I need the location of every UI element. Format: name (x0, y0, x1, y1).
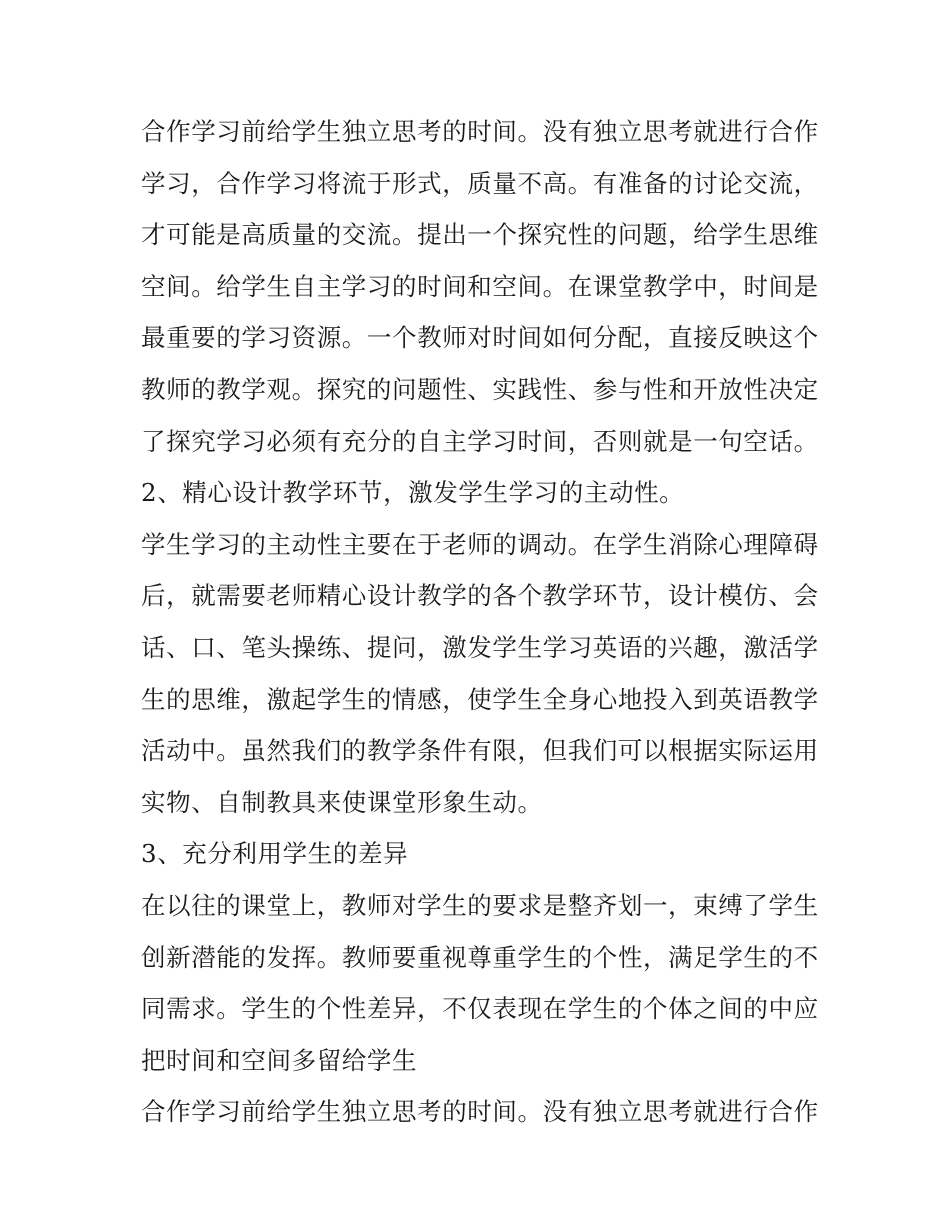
text-line: 后，就需要老师精心设计教学的各个教学环节，设计模仿、会 (141, 581, 819, 611)
text-line: 学习，合作学习将流于形式，质量不高。有准备的讨论交流， (141, 168, 819, 198)
text-line: 最重要的学习资源。一个教师对时间如何分配，直接反映这个 (141, 323, 819, 353)
text-line: 教师的教学观。探究的问题性、实践性、参与性和开放性决定 (141, 374, 819, 404)
text-line: 学生学习的主动性主要在于老师的调动。在学生消除心理障碍 (141, 529, 819, 559)
text-line: 空间。给学生自主学习的时间和空间。在课堂教学中，时间是 (141, 271, 819, 301)
text-line: 生的思维，激起学生的情感，使学生全身心地投入到英语教学 (141, 684, 819, 714)
text-line: 在以往的课堂上，教师对学生的要求是整齐划一，束缚了学生 (141, 890, 819, 920)
document-body (141, 106, 831, 1138)
section-heading: 2、精心设计教学环节，激发学生学习的主动性。 (141, 478, 685, 508)
text-line: 合作学习前给学生独立思考的时间。没有独立思考就进行合作 (141, 117, 819, 146)
text-line: 同需求。学生的个性差异，不仅表现在学生的个体之间的中应 (141, 994, 819, 1024)
section-heading: 3、充分利用学生的差异 (141, 839, 409, 869)
text-line: 才可能是高质量的交流。提出一个探究性的问题，给学生思维 (141, 220, 819, 250)
text-line: 话、口、笔头操练、提问，激发学生学习英语的兴趣，激活学 (141, 632, 819, 662)
text-line: 创新潜能的发挥。教师要重视尊重学生的个性，满足学生的不 (141, 942, 819, 972)
text-line: 合作学习前给学生独立思考的时间。没有独立思考就进行合作 (141, 1097, 819, 1127)
text-line: 了探究学习必须有充分的自主学习时间，否则就是一句空话。 (141, 426, 819, 456)
text-line: 活动中。虽然我们的教学条件有限，但我们可以根据实际运用 (141, 736, 819, 766)
text-line: 把时间和空间多留给学生 (141, 1045, 418, 1075)
text-line: 实物、自制教具来使课堂形象生动。 (141, 787, 543, 817)
